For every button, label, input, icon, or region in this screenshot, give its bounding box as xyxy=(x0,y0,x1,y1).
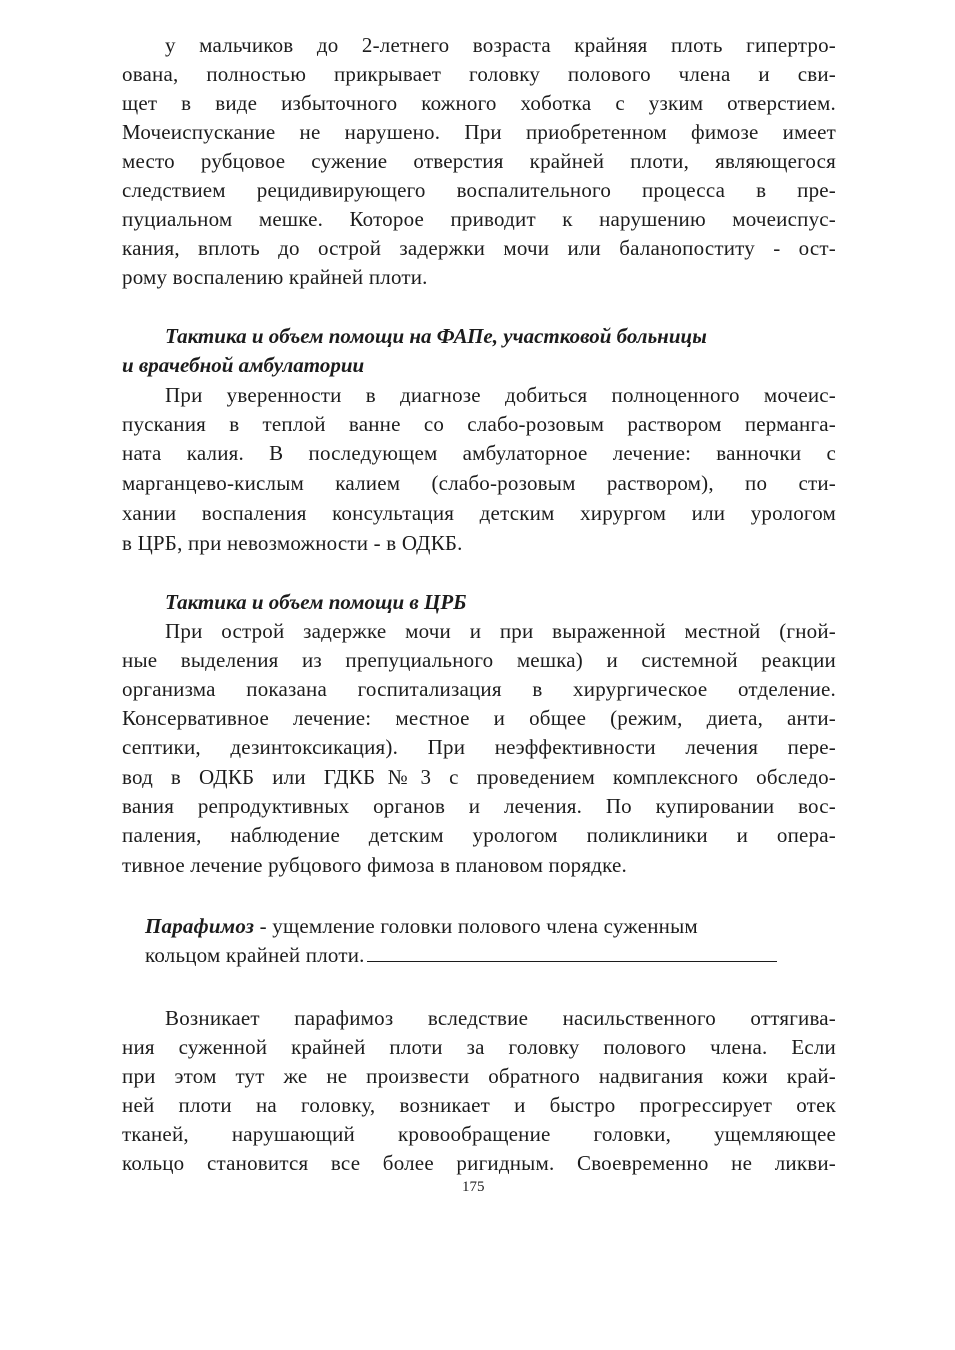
text-line: Возникает парафимоз вследствие насильственного оттягива- xyxy=(165,1006,836,1030)
text-line: Мочеиспускание не нарушено. При приобретенном фимозе имеет xyxy=(122,120,836,144)
text-line: ные выделения из препуциального мешка) и системной реакции xyxy=(122,648,836,672)
text-line: щет в виде избыточного кожного хоботка с узким отверстием. xyxy=(122,91,836,115)
definition-line xyxy=(145,912,825,941)
text-line: в ЦРБ, при невозможности - в ОДКБ. xyxy=(122,531,463,555)
text-line: у мальчиков до 2-летнего возраста крайняя плоть гипертро- xyxy=(165,33,836,57)
text-line: хании воспаления консультация детским хирургом или урологом xyxy=(122,501,836,525)
text-line: ния суженной крайней плоти за головку полового члена. Если xyxy=(122,1035,836,1059)
text-line: ней плоти на головку, возникает и быстро прогрессирует отек xyxy=(122,1093,836,1117)
text-line: кольцо становится все более ригидным. Своевременно не ликви- xyxy=(122,1151,836,1175)
text-line: септики, дезинтоксикация). При неэффективности лечения пере- xyxy=(122,735,836,759)
definition-line xyxy=(145,941,825,970)
text-line: При уверенности в диагнозе добиться полноценного мочеис- xyxy=(165,383,836,407)
text-line: пускания в теплой ванне со слабо-розовым раствором перманга- xyxy=(122,412,836,436)
text-line: ована, полностью прикрывает головку полового члена и сви- xyxy=(122,62,836,86)
text-line: ната калия. В последующем амбулаторное лечение: ванночки с xyxy=(122,441,836,465)
text-line: тивное лечение рубцового фимоза в плановом порядке. xyxy=(122,853,627,877)
page-number: 175 xyxy=(462,1179,485,1195)
text-line: при этом тут же не произвести обратного надвигания кожи край- xyxy=(122,1064,836,1088)
definition-text: - ущемление головки полового члена суженным xyxy=(254,914,698,938)
definition-text-cont: кольцом крайней плоти. xyxy=(145,943,365,967)
fill-in-blank-line xyxy=(367,941,777,962)
text-line: кания, вплоть до острой задержки мочи или баланопоститу - ост- xyxy=(122,236,836,260)
definition-term: Парафимоз xyxy=(145,914,255,938)
section-heading-crb: Тактика и объем помощи в ЦРБ xyxy=(165,590,467,614)
text-line: следствием рецидивирующего воспалительного процесса в пре- xyxy=(122,178,836,202)
section-heading-fap-cont: и врачебной амбулатории xyxy=(122,353,365,377)
text-line: место рубцовое сужение отверстия крайней плоти, являющегося xyxy=(122,149,836,173)
text-line: пуциальном мешке. Которое приводит к нарушению мочеиспус- xyxy=(122,207,836,231)
section-heading-fap: Тактика и объем помощи на ФАПе, участковой больницы xyxy=(165,324,707,348)
text-line: рому воспалению крайней плоти. xyxy=(122,265,428,289)
text-line: тканей, нарушающий кровообращение головки, ущемляющее xyxy=(122,1122,836,1146)
text-line: организма показана госпитализация в хирургическое отделение. xyxy=(122,677,836,701)
text-line: При острой задержке мочи и при выраженной местной (гной- xyxy=(165,619,836,643)
text-line: марганцево-кислым калием (слабо-розовым раствором), по сти- xyxy=(122,471,836,495)
text-line: Консервативное лечение: местное и общее (режим, диета, анти- xyxy=(122,706,836,730)
text-line: вания репродуктивных органов и лечения. По купировании вос- xyxy=(122,794,836,818)
text-line: паления, наблюдение детским урологом поликлиники и опера- xyxy=(122,823,836,847)
text-line: вод в ОДКБ или ГДКБ№3 с проведением комплексного обследо- xyxy=(122,765,836,789)
